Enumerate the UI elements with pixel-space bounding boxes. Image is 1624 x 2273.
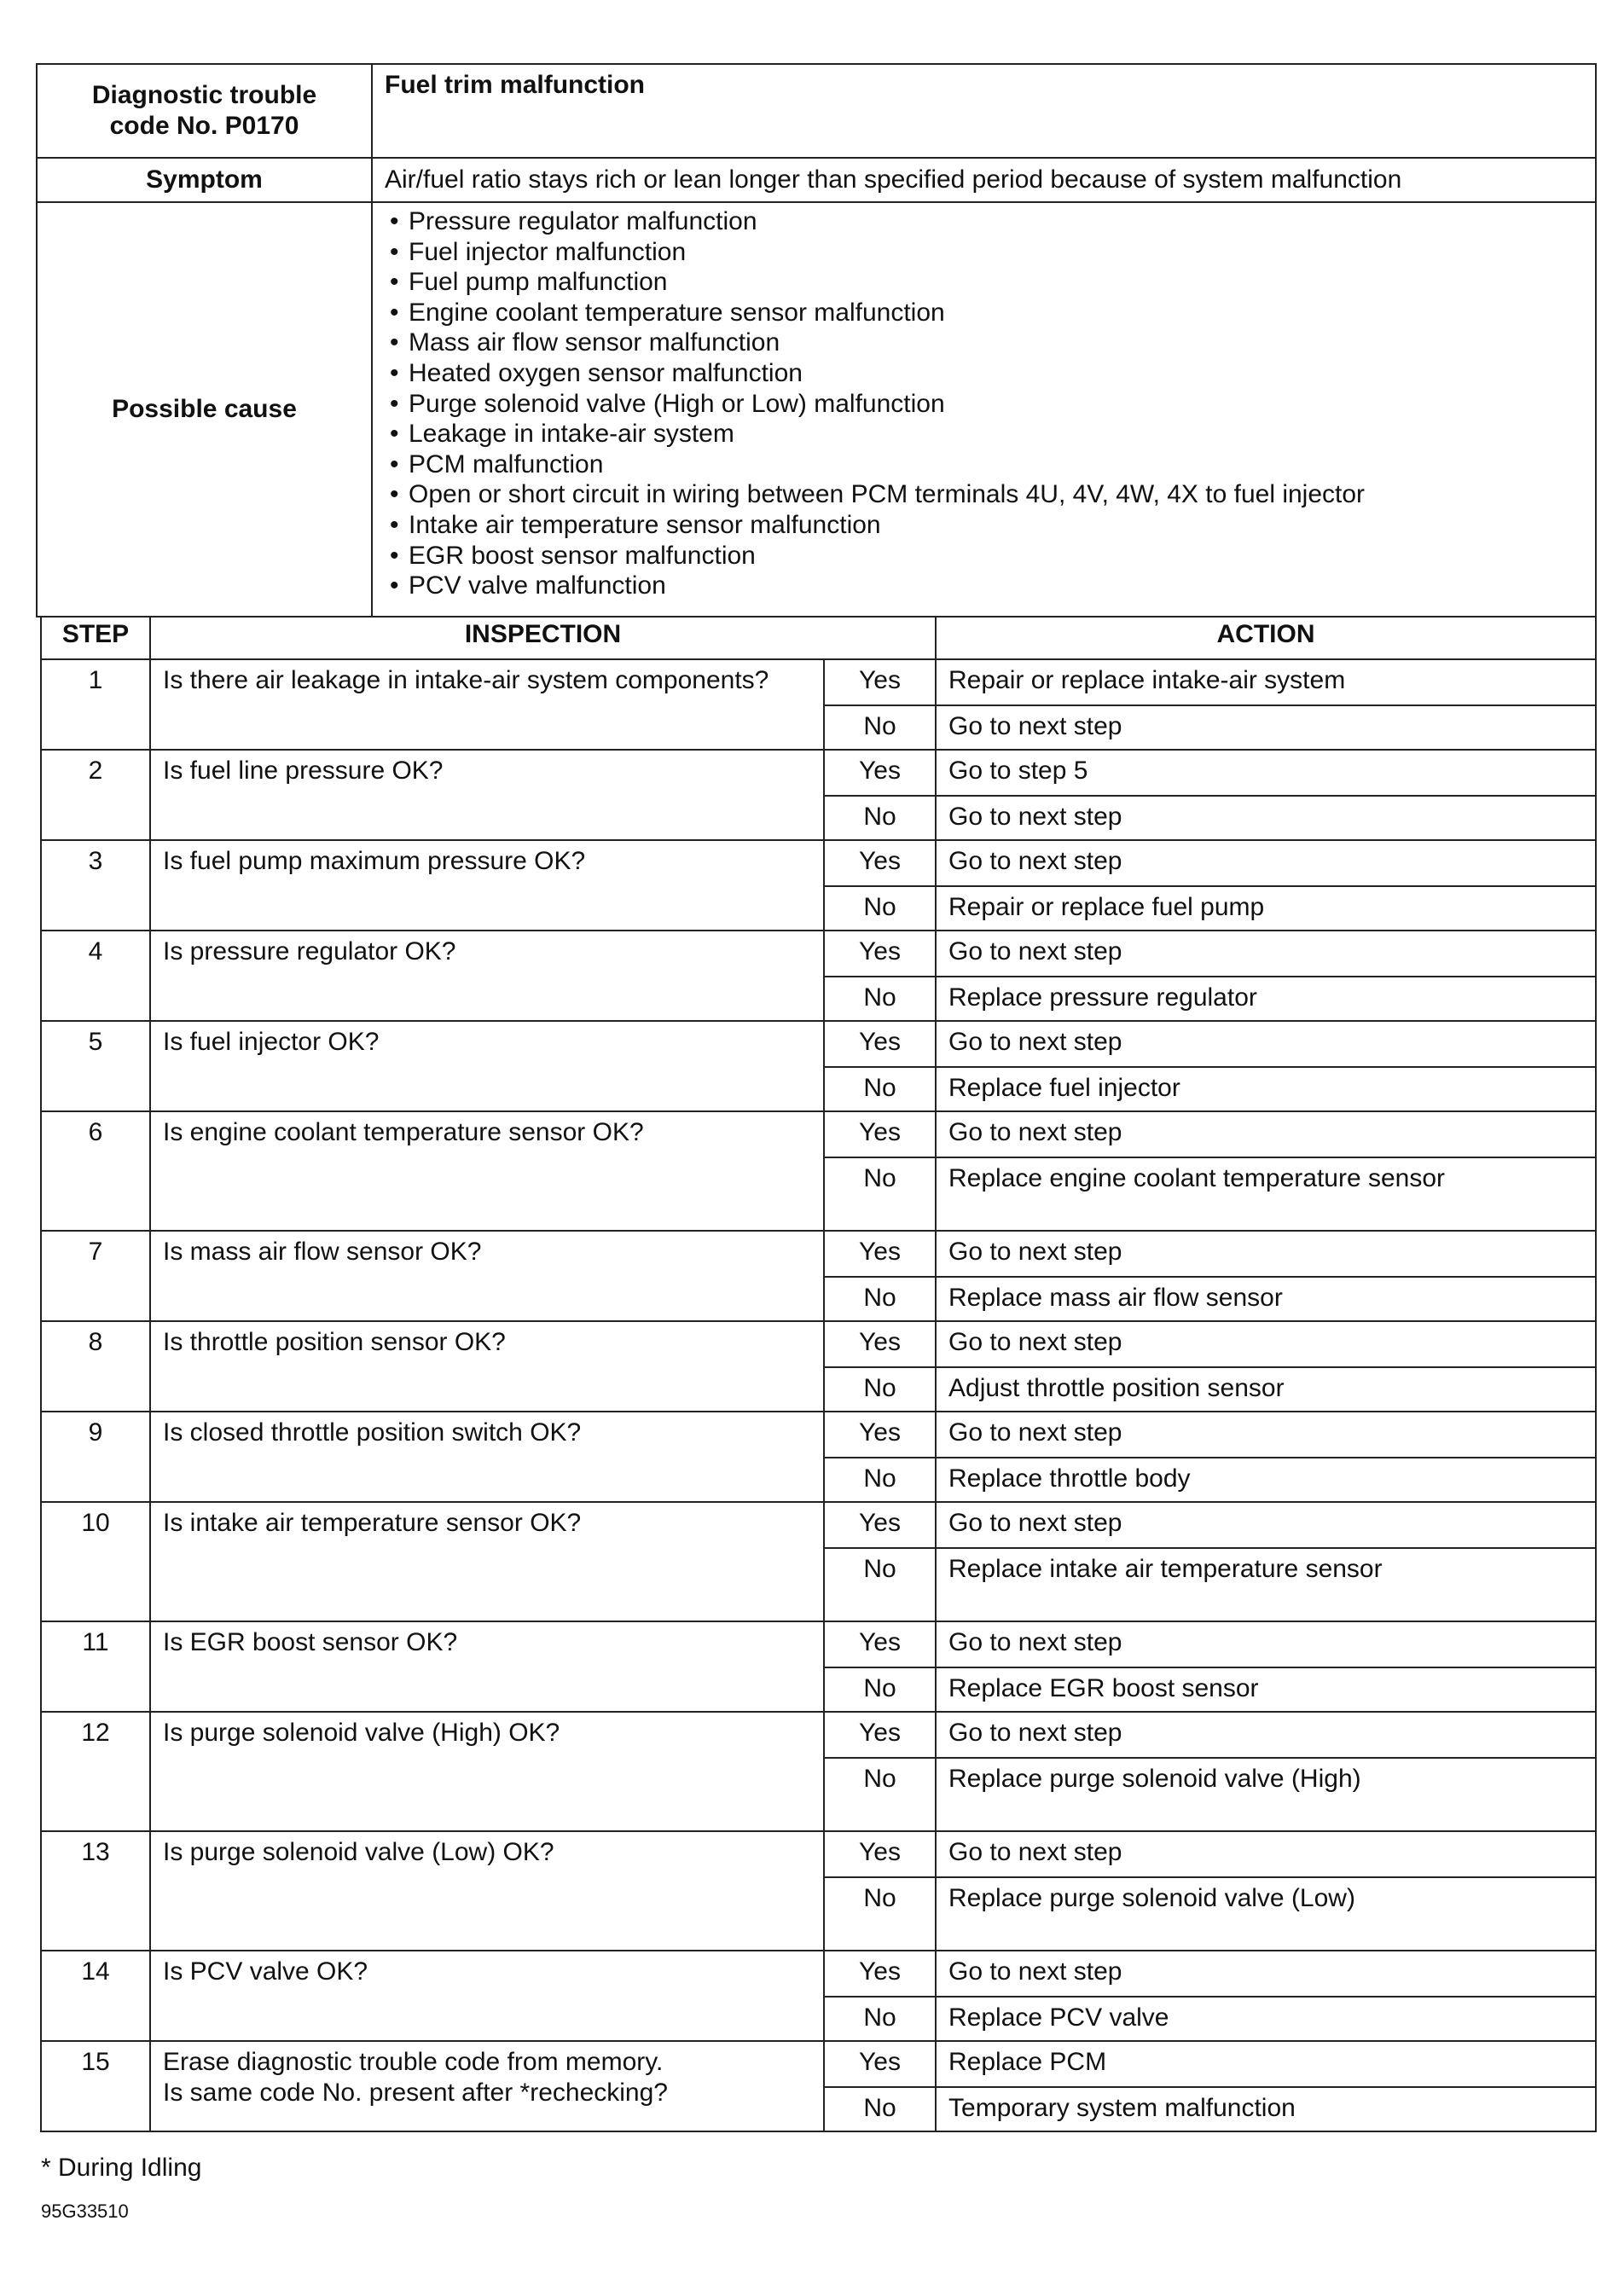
step-number: 10 bbox=[41, 1502, 150, 1621]
step-inspection: Is there air leakage in intake-air system components? bbox=[150, 659, 824, 750]
dtc-header-table bbox=[36, 63, 1597, 618]
step-row bbox=[41, 1111, 1596, 1157]
yes-label: Yes bbox=[824, 1621, 936, 1667]
step-row bbox=[41, 1021, 1596, 1067]
no-action: Replace intake air temperature sensor bbox=[936, 1548, 1596, 1621]
col-header-step: STEP bbox=[41, 617, 150, 659]
step-row bbox=[41, 1951, 1596, 1997]
no-label: No bbox=[824, 1277, 936, 1321]
yes-action: Go to next step bbox=[936, 1831, 1596, 1877]
step-number: 2 bbox=[41, 750, 150, 840]
yes-action: Go to next step bbox=[936, 1231, 1596, 1277]
step-row bbox=[41, 1831, 1596, 1877]
no-label: No bbox=[824, 1067, 936, 1111]
steps-header-row bbox=[41, 617, 1596, 659]
yes-label: Yes bbox=[824, 2041, 936, 2087]
no-label: No bbox=[824, 977, 936, 1021]
step-number: 12 bbox=[41, 1712, 150, 1831]
cause-item: • Engine coolant temperature sensor malfunction bbox=[385, 298, 1583, 328]
step-inspection: Is purge solenoid valve (Low) OK? bbox=[150, 1831, 824, 1951]
step-inspection: Is pressure regulator OK? bbox=[150, 931, 824, 1021]
steps-body bbox=[41, 659, 1596, 2131]
inspection-steps-table bbox=[40, 616, 1597, 2132]
no-action: Replace EGR boost sensor bbox=[936, 1667, 1596, 1712]
no-action: Go to next step bbox=[936, 705, 1596, 750]
step-inspection: Is fuel injector OK? bbox=[150, 1021, 824, 1111]
step-number: 6 bbox=[41, 1111, 150, 1231]
step-inspection: Is fuel pump maximum pressure OK? bbox=[150, 840, 824, 931]
step-number: 14 bbox=[41, 1951, 150, 2041]
cause-item: • Mass air flow sensor malfunction bbox=[385, 328, 1583, 358]
step-row bbox=[41, 1321, 1596, 1367]
yes-label: Yes bbox=[824, 659, 936, 705]
step-number: 1 bbox=[41, 659, 150, 750]
yes-action: Replace PCM bbox=[936, 2041, 1596, 2087]
yes-action: Go to next step bbox=[936, 1021, 1596, 1067]
step-number: 4 bbox=[41, 931, 150, 1021]
yes-action: Go to next step bbox=[936, 1111, 1596, 1157]
cause-item: • Pressure regulator malfunction bbox=[385, 206, 1583, 237]
step-number: 13 bbox=[41, 1831, 150, 1951]
no-action: Adjust throttle position sensor bbox=[936, 1367, 1596, 1412]
step-inspection: Is intake air temperature sensor OK? bbox=[150, 1502, 824, 1621]
no-action: Replace mass air flow sensor bbox=[936, 1277, 1596, 1321]
dtc-code-label: Diagnostic trouble code No. P0170 bbox=[37, 64, 372, 158]
step-inspection: Is fuel line pressure OK? bbox=[150, 750, 824, 840]
symptom-label: Symptom bbox=[37, 158, 372, 202]
yes-action: Repair or replace intake-air system bbox=[936, 659, 1596, 705]
no-label: No bbox=[824, 1548, 936, 1621]
yes-action: Go to next step bbox=[936, 1502, 1596, 1548]
yes-label: Yes bbox=[824, 1831, 936, 1877]
possible-cause-label: Possible cause bbox=[37, 202, 372, 617]
figure-code: 95G33510 bbox=[41, 2201, 129, 2222]
no-action: Replace PCV valve bbox=[936, 1997, 1596, 2041]
cause-item: • Fuel pump malfunction bbox=[385, 267, 1583, 298]
yes-action: Go to next step bbox=[936, 1951, 1596, 1997]
step-inspection: Is throttle position sensor OK? bbox=[150, 1321, 824, 1412]
no-label: No bbox=[824, 2087, 936, 2131]
no-label: No bbox=[824, 705, 936, 750]
no-action: Replace pressure regulator bbox=[936, 977, 1596, 1021]
possible-cause-list bbox=[385, 206, 1583, 601]
step-inspection: Is purge solenoid valve (High) OK? bbox=[150, 1712, 824, 1831]
step-number: 7 bbox=[41, 1231, 150, 1321]
step-row bbox=[41, 659, 1596, 705]
step-row bbox=[41, 1412, 1596, 1458]
step-row bbox=[41, 1231, 1596, 1277]
cause-item: • Heated oxygen sensor malfunction bbox=[385, 358, 1583, 389]
cause-item: • Intake air temperature sensor malfunction bbox=[385, 510, 1583, 541]
dtc-title: Fuel trim malfunction bbox=[372, 64, 1596, 158]
no-label: No bbox=[824, 1367, 936, 1412]
step-row bbox=[41, 750, 1596, 796]
yes-action: Go to next step bbox=[936, 840, 1596, 886]
yes-label: Yes bbox=[824, 931, 936, 977]
no-label: No bbox=[824, 1667, 936, 1712]
cause-item: • PCM malfunction bbox=[385, 449, 1583, 480]
no-action: Repair or replace fuel pump bbox=[936, 886, 1596, 931]
no-action: Replace engine coolant temperature sensor bbox=[936, 1157, 1596, 1231]
step-row bbox=[41, 1712, 1596, 1758]
step-inspection: Is PCV valve OK? bbox=[150, 1951, 824, 2041]
no-action: Replace purge solenoid valve (High) bbox=[936, 1758, 1596, 1831]
yes-action: Go to next step bbox=[936, 1412, 1596, 1458]
no-label: No bbox=[824, 886, 936, 931]
step-row bbox=[41, 1502, 1596, 1548]
cause-item: • Leakage in intake-air system bbox=[385, 419, 1583, 449]
step-inspection: Is closed throttle position switch OK? bbox=[150, 1412, 824, 1502]
yes-action: Go to next step bbox=[936, 1712, 1596, 1758]
step-number: 11 bbox=[41, 1621, 150, 1712]
step-row bbox=[41, 931, 1596, 977]
yes-action: Go to next step bbox=[936, 931, 1596, 977]
yes-label: Yes bbox=[824, 1502, 936, 1548]
symptom-text: Air/fuel ratio stays rich or lean longer than specified period because of system malfunction bbox=[372, 158, 1596, 202]
cause-item: • PCV valve malfunction bbox=[385, 571, 1583, 601]
no-label: No bbox=[824, 1997, 936, 2041]
step-number: 8 bbox=[41, 1321, 150, 1412]
cause-item: • EGR boost sensor malfunction bbox=[385, 541, 1583, 571]
yes-action: Go to next step bbox=[936, 1621, 1596, 1667]
col-header-action: ACTION bbox=[936, 617, 1596, 659]
no-label: No bbox=[824, 1758, 936, 1831]
no-action: Temporary system malfunction bbox=[936, 2087, 1596, 2131]
step-number: 15 bbox=[41, 2041, 150, 2131]
yes-action: Go to step 5 bbox=[936, 750, 1596, 796]
cause-item: • Open or short circuit in wiring between PCM terminals 4U, 4V, 4W, 4X to fuel injector bbox=[385, 479, 1583, 510]
cause-item: • Fuel injector malfunction bbox=[385, 237, 1583, 268]
possible-cause-cell bbox=[372, 202, 1596, 617]
no-label: No bbox=[824, 1458, 936, 1502]
yes-label: Yes bbox=[824, 1712, 936, 1758]
yes-label: Yes bbox=[824, 1111, 936, 1157]
yes-label: Yes bbox=[824, 1021, 936, 1067]
step-row bbox=[41, 2041, 1596, 2087]
step-inspection: Erase diagnostic trouble code from memory. Is same code No. present after *rechecking? bbox=[150, 2041, 824, 2131]
yes-label: Yes bbox=[824, 1321, 936, 1367]
step-inspection: Is EGR boost sensor OK? bbox=[150, 1621, 824, 1712]
col-header-inspection: INSPECTION bbox=[150, 617, 936, 659]
no-action: Replace fuel injector bbox=[936, 1067, 1596, 1111]
yes-label: Yes bbox=[824, 750, 936, 796]
no-label: No bbox=[824, 1877, 936, 1951]
yes-label: Yes bbox=[824, 1951, 936, 1997]
no-label: No bbox=[824, 1157, 936, 1231]
step-number: 9 bbox=[41, 1412, 150, 1502]
yes-label: Yes bbox=[824, 840, 936, 886]
step-inspection: Is mass air flow sensor OK? bbox=[150, 1231, 824, 1321]
no-action: Replace purge solenoid valve (Low) bbox=[936, 1877, 1596, 1951]
step-inspection: Is engine coolant temperature sensor OK? bbox=[150, 1111, 824, 1231]
step-number: 5 bbox=[41, 1021, 150, 1111]
no-action: Replace throttle body bbox=[936, 1458, 1596, 1502]
cause-item: • Purge solenoid valve (High or Low) malfunction bbox=[385, 389, 1583, 420]
no-label: No bbox=[824, 796, 936, 840]
yes-label: Yes bbox=[824, 1412, 936, 1458]
step-number: 3 bbox=[41, 840, 150, 931]
no-action: Go to next step bbox=[936, 796, 1596, 840]
footnote: * During Idling bbox=[41, 2154, 202, 2182]
yes-action: Go to next step bbox=[936, 1321, 1596, 1367]
yes-label: Yes bbox=[824, 1231, 936, 1277]
step-row bbox=[41, 1621, 1596, 1667]
step-row bbox=[41, 840, 1596, 886]
